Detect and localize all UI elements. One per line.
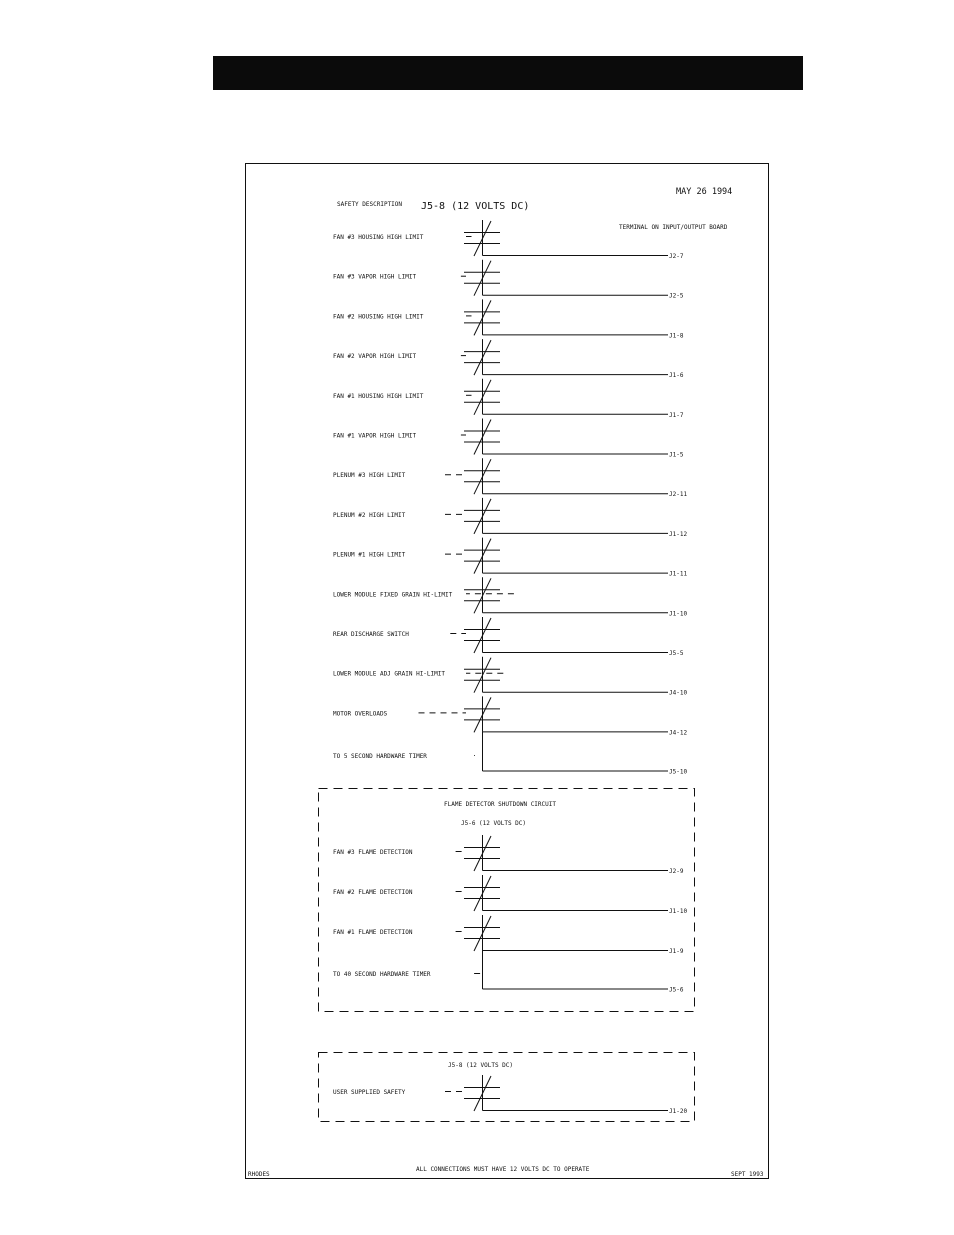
main-safety-label: REAR DISCHARGE SWITCH (333, 631, 409, 638)
flame-terminal-label: J2-9 (669, 868, 684, 875)
diagram-frame (246, 164, 769, 1179)
main-safety-label: FAN #1 VAPOR HIGH LIMIT (333, 432, 417, 440)
user-safety-label: USER SUPPLIED SAFETY (333, 1089, 406, 1096)
main-terminal-label: J1-7 (669, 411, 684, 419)
footer-right: SEPT 1993 (731, 1171, 764, 1178)
main-timer-terminal: J5-10 (669, 768, 688, 776)
main-terminal-label: J1-5 (669, 451, 684, 459)
main-terminal-label: J4-10 (669, 689, 688, 697)
main-terminal-label: J1-12 (669, 530, 688, 538)
main-terminal-label: J5-5 (669, 650, 684, 657)
main-terminal-label: J1-6 (669, 372, 684, 380)
main-safety-label: FAN #3 VAPOR HIGH LIMIT (333, 273, 417, 281)
main-terminal-label: J2-11 (669, 491, 688, 499)
main-terminal-label: J1-11 (669, 570, 688, 578)
flame-circuit-title: FLAME DETECTOR SHUTDOWN CIRCUIT (444, 801, 556, 808)
footer-center: ALL CONNECTIONS MUST HAVE 12 VOLTS DC TO OPERATE (416, 1166, 590, 1173)
main-safety-label: LOWER MODULE ADJ GRAIN HI-LIMIT (333, 670, 445, 678)
user-supply-label: J5-8 (12 VOLTS DC) (448, 1062, 514, 1069)
main-safety-label: PLENUM #1 HIGH LIMIT (333, 551, 406, 559)
terminal-header: TERMINAL ON INPUT/OUTPUT BOARD (619, 224, 728, 231)
main-supply-label: J5-8 (12 VOLTS DC) (421, 201, 530, 212)
main-terminal-label: J1-8 (669, 332, 684, 340)
flame-timer-terminal: J5-6 (669, 986, 684, 994)
flame-safety-label: FAN #3 FLAME DETECTION (333, 849, 413, 856)
main-safety-label: FAN #1 HOUSING HIGH LIMIT (333, 392, 424, 400)
flame-safety-label: FAN #2 FLAME DETECTION (333, 889, 413, 896)
main-safety-label: LOWER MODULE FIXED GRAIN HI-LIMIT (333, 591, 453, 599)
safety-description-header: SAFETY DESCRIPTION (337, 201, 403, 208)
circuit-ladders (333, 220, 687, 1115)
diagram-date: MAY 26 1994 (676, 187, 733, 197)
flame-safety-label: FAN #1 FLAME DETECTION (333, 929, 413, 936)
main-safety-label: MOTOR OVERLOADS (333, 710, 388, 718)
main-terminal-label: J2-5 (669, 292, 684, 300)
main-safety-label: FAN #2 VAPOR HIGH LIMIT (333, 353, 417, 361)
main-terminal-label: J4-12 (669, 729, 688, 737)
main-safety-label: FAN #2 HOUSING HIGH LIMIT (333, 313, 424, 321)
flame-supply-label: J5-6 (12 VOLTS DC) (461, 820, 527, 827)
footer-left: RHODES (248, 1171, 270, 1178)
main-safety-label: PLENUM #3 HIGH LIMIT (333, 472, 406, 480)
main-timer-label: TO 5 SECOND HARDWARE TIMER (333, 753, 427, 760)
flame-terminal-label: J1-10 (669, 908, 688, 915)
main-safety-label: PLENUM #2 HIGH LIMIT (333, 511, 406, 519)
main-terminal-label: J1-10 (669, 610, 688, 618)
flame-terminal-label: J1-9 (669, 948, 684, 955)
user-terminal-label: J1-20 (669, 1108, 688, 1115)
main-terminal-label: J2-7 (669, 253, 684, 260)
flame-timer-label: TO 40 SECOND HARDWARE TIMER (333, 971, 431, 978)
main-safety-label: FAN #3 HOUSING HIGH LIMIT (333, 234, 424, 241)
